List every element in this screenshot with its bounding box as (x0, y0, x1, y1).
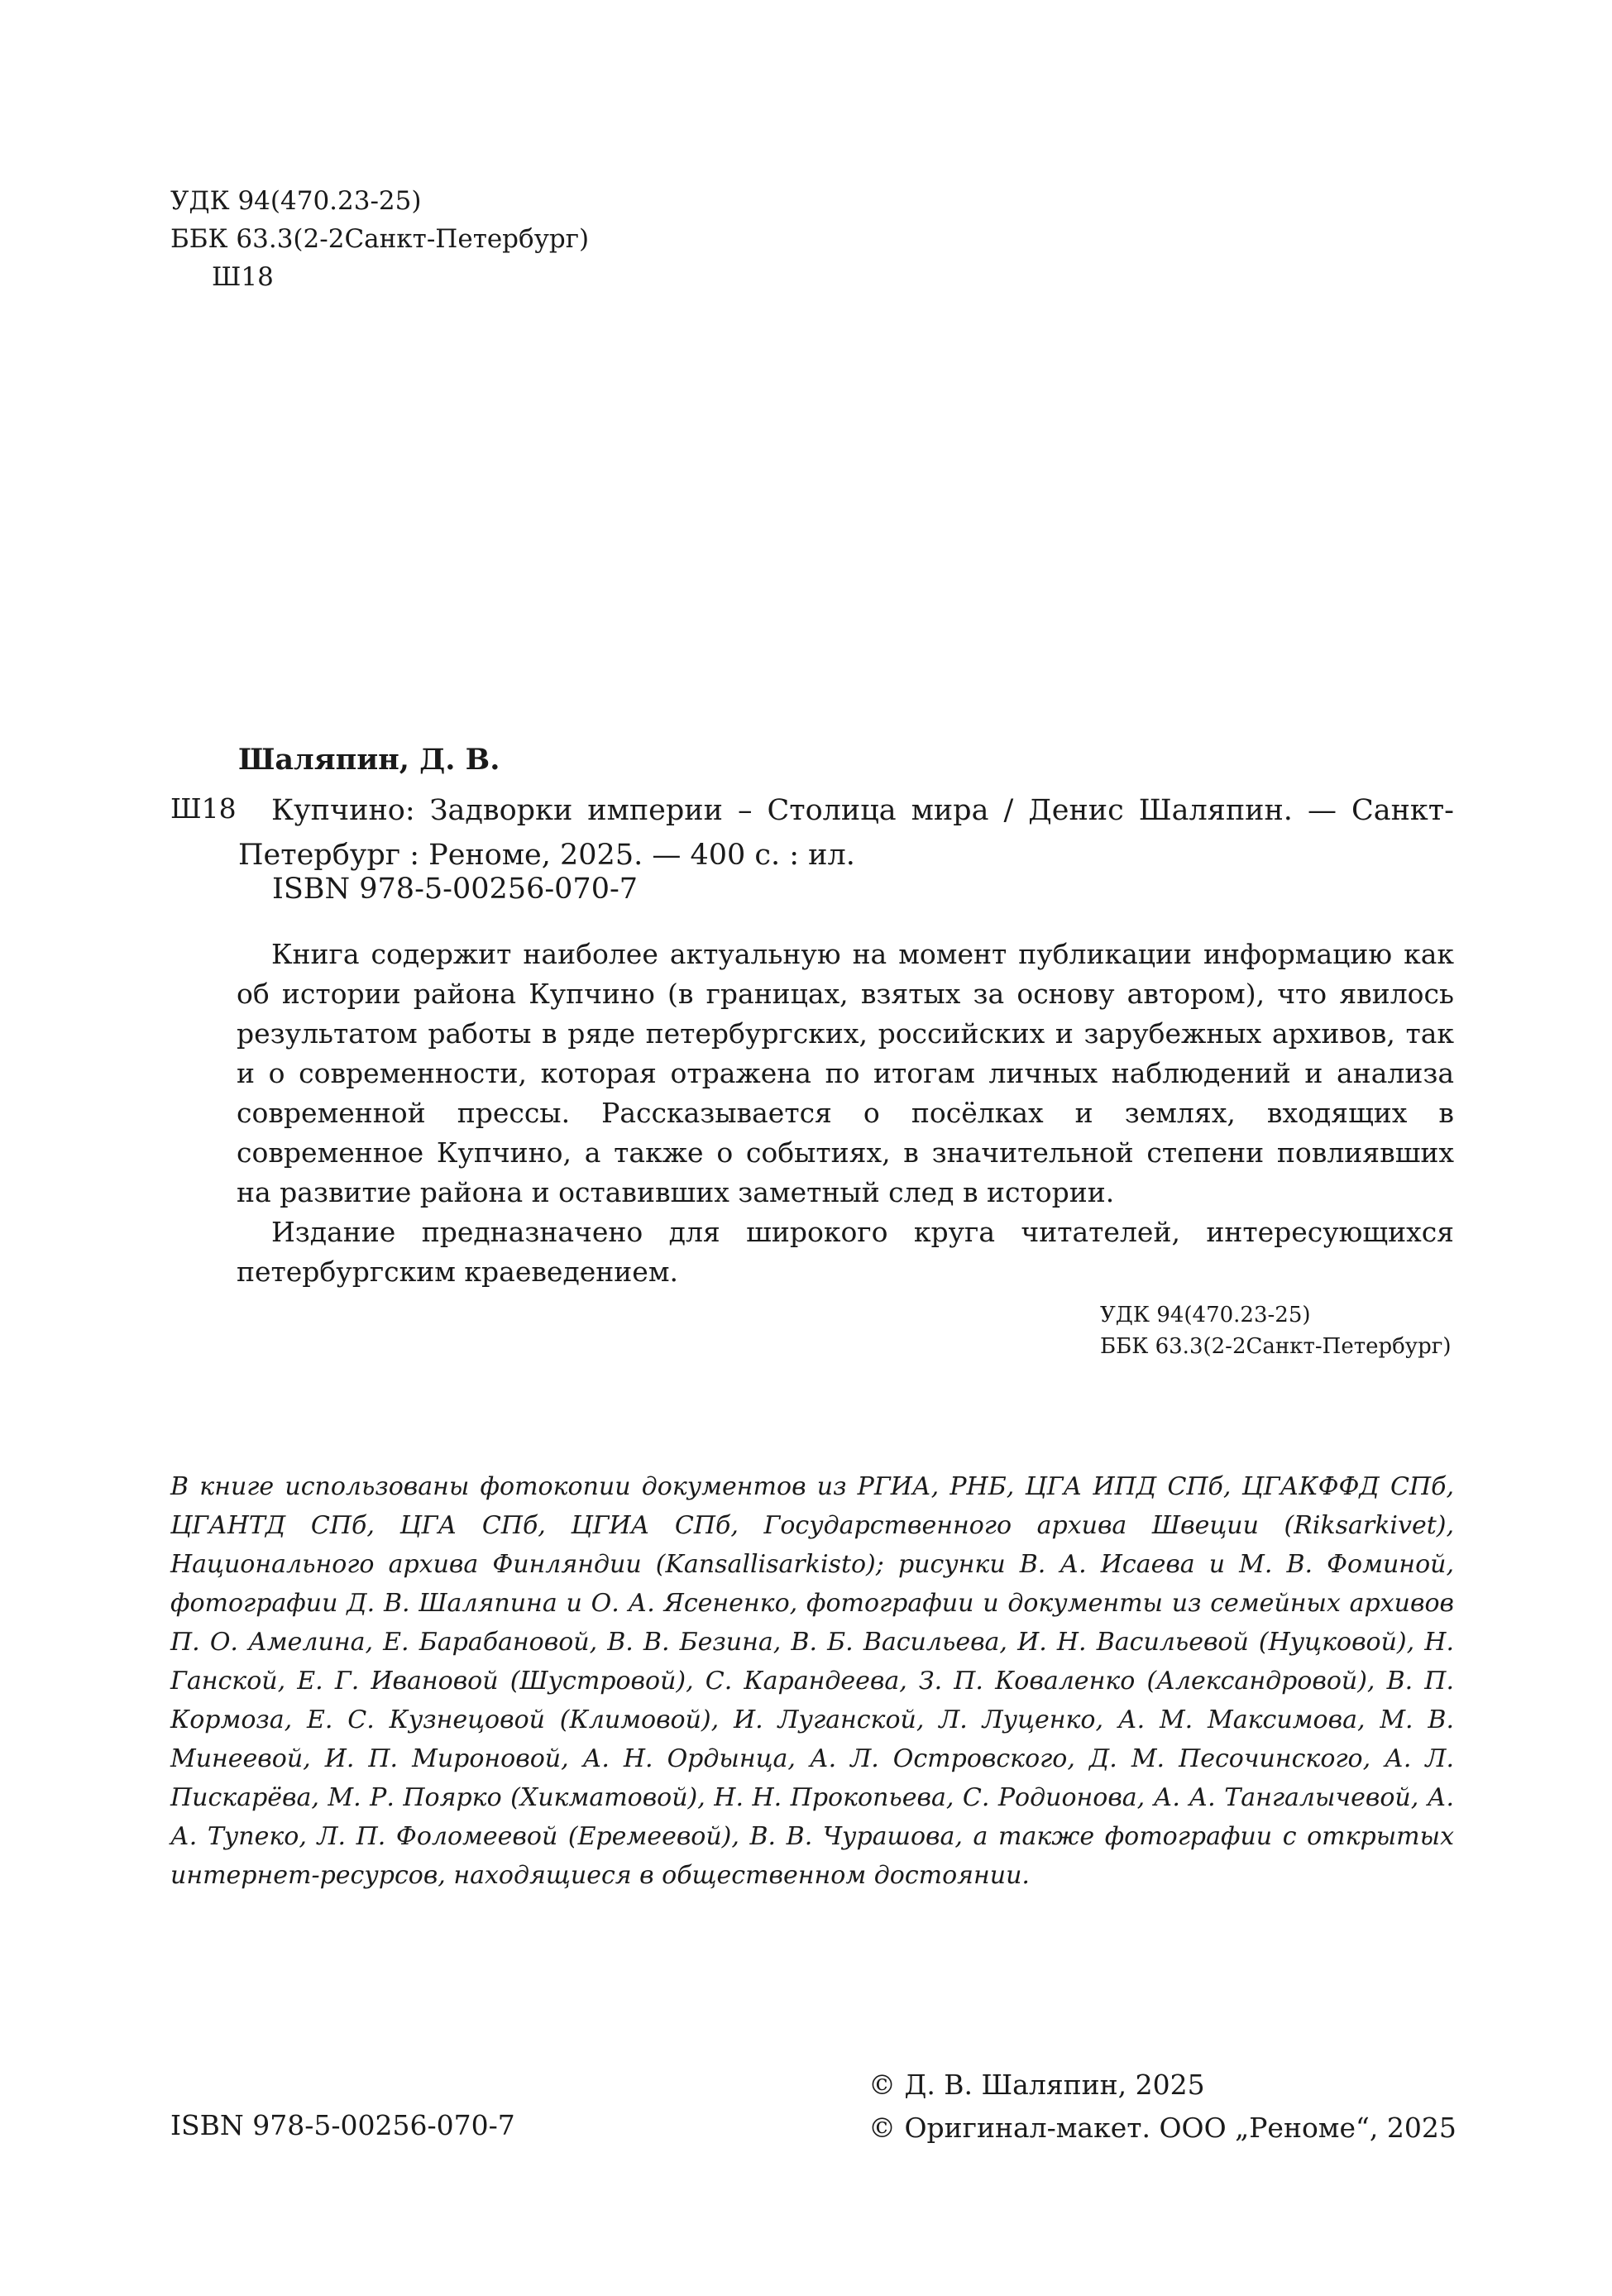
catalog-author: Шаляпин, Д. В. (238, 743, 500, 777)
header-classification (170, 182, 589, 296)
catalog-code: Ш18 (170, 792, 237, 825)
abstract-paragraph-1: Книга содержит наиболее актуальную на момент публикации информацию как об истории района Купчино (в границах, взятых за основу автором), что явилось результатом работы в ряде петербургских, российских и зарубежных архивов, так и о современности, которая отражена по итогам личных наблюдений и анализа современной прессы. Рассказывается о посёлках и землях, входящих в современное Купчино, а также о событиях, в значительной степени повлиявших на развитие района и оставивших заметный след в истории. (237, 938, 1454, 1208)
author-mark: Ш18 (212, 262, 274, 292)
copyright-block (868, 2064, 1457, 2150)
copyright-layout: © Оригинал-макет. ООО „Реноме“, 2025 (868, 2112, 1457, 2144)
image-credits: В книге использованы фотокопии документов из РГИА, РНБ, ЦГА ИПД СПб, ЦГАКФФД СПб, ЦГАНТД СПб, ЦГА СПб, ЦГИА СПб, Государственного архива Швеции (Riksarkivet), Национального архива Финляндии (Kansallisarkisto); рисунки В. А. Исаева и М. В. Фоминой, фотографии Д. В. Шаляпина и О. А. Ясененко, фотографии и документы из семейных архивов П. О. Амелина, Е. Барабановой, В. В. Безина, В. Б. Васильева, И. Н. Васильевой (Нуцковой), Н. Ганской, Е. Г. Ивановой (Шустровой), С. Карандеева, З. П. Коваленко (Александровой), В. П. Кормоза, Е. С. Кузнецовой (Климовой), И. Луганской, Л. Луценко, А. М. Максимова, М. В. Минеевой, И. П. Мироновой, А. Н. Ордынца, А. Л. Островского, Д. М. Песочинского, А. Л. Пискарёва, М. Р. Поярко (Хикматовой), Н. Н. Прокопьева, С. Родионова, А. А. Тангалычевой, А. А. Тупеко, Л. П. Фоломеевой (Еремеевой), В. В. Чурашова, а также фотографии с открытых интернет-ресурсов, находящиеся в общественном достоянии. (170, 1472, 1454, 1890)
catalog-udk: УДК 94(470.23-25) (1100, 1303, 1311, 1327)
abstract-paragraph-2: Издание предназначено для широкого круга читателей, интересующихся петербургским краеведением. (237, 1216, 1454, 1288)
catalog-title-line1: Купчино: Задворки империи – Столица мира / Денис Шаляпин. — Санкт- (271, 794, 1454, 827)
footer-isbn: ISBN 978-5-00256-070-7 (170, 2109, 515, 2141)
catalog-title (238, 788, 1454, 878)
catalog-abstract (237, 935, 1454, 1292)
catalog-isbn: ISBN 978-5-00256-070-7 (272, 873, 639, 906)
udk-code: УДК 94(470.23-25) (170, 186, 422, 216)
catalog-bbk: ББК 63.3(2-2Санкт-Петербург) (1100, 1334, 1452, 1359)
catalog-title-line2: Петербург : Реноме, 2025. — 400 с. : ил. (238, 839, 855, 872)
bbk-code: ББК 63.3(2-2Санкт-Петербург) (170, 224, 590, 254)
copyright-author: © Д. В. Шаляпин, 2025 (868, 2069, 1205, 2101)
catalog-codes (1100, 1299, 1451, 1362)
